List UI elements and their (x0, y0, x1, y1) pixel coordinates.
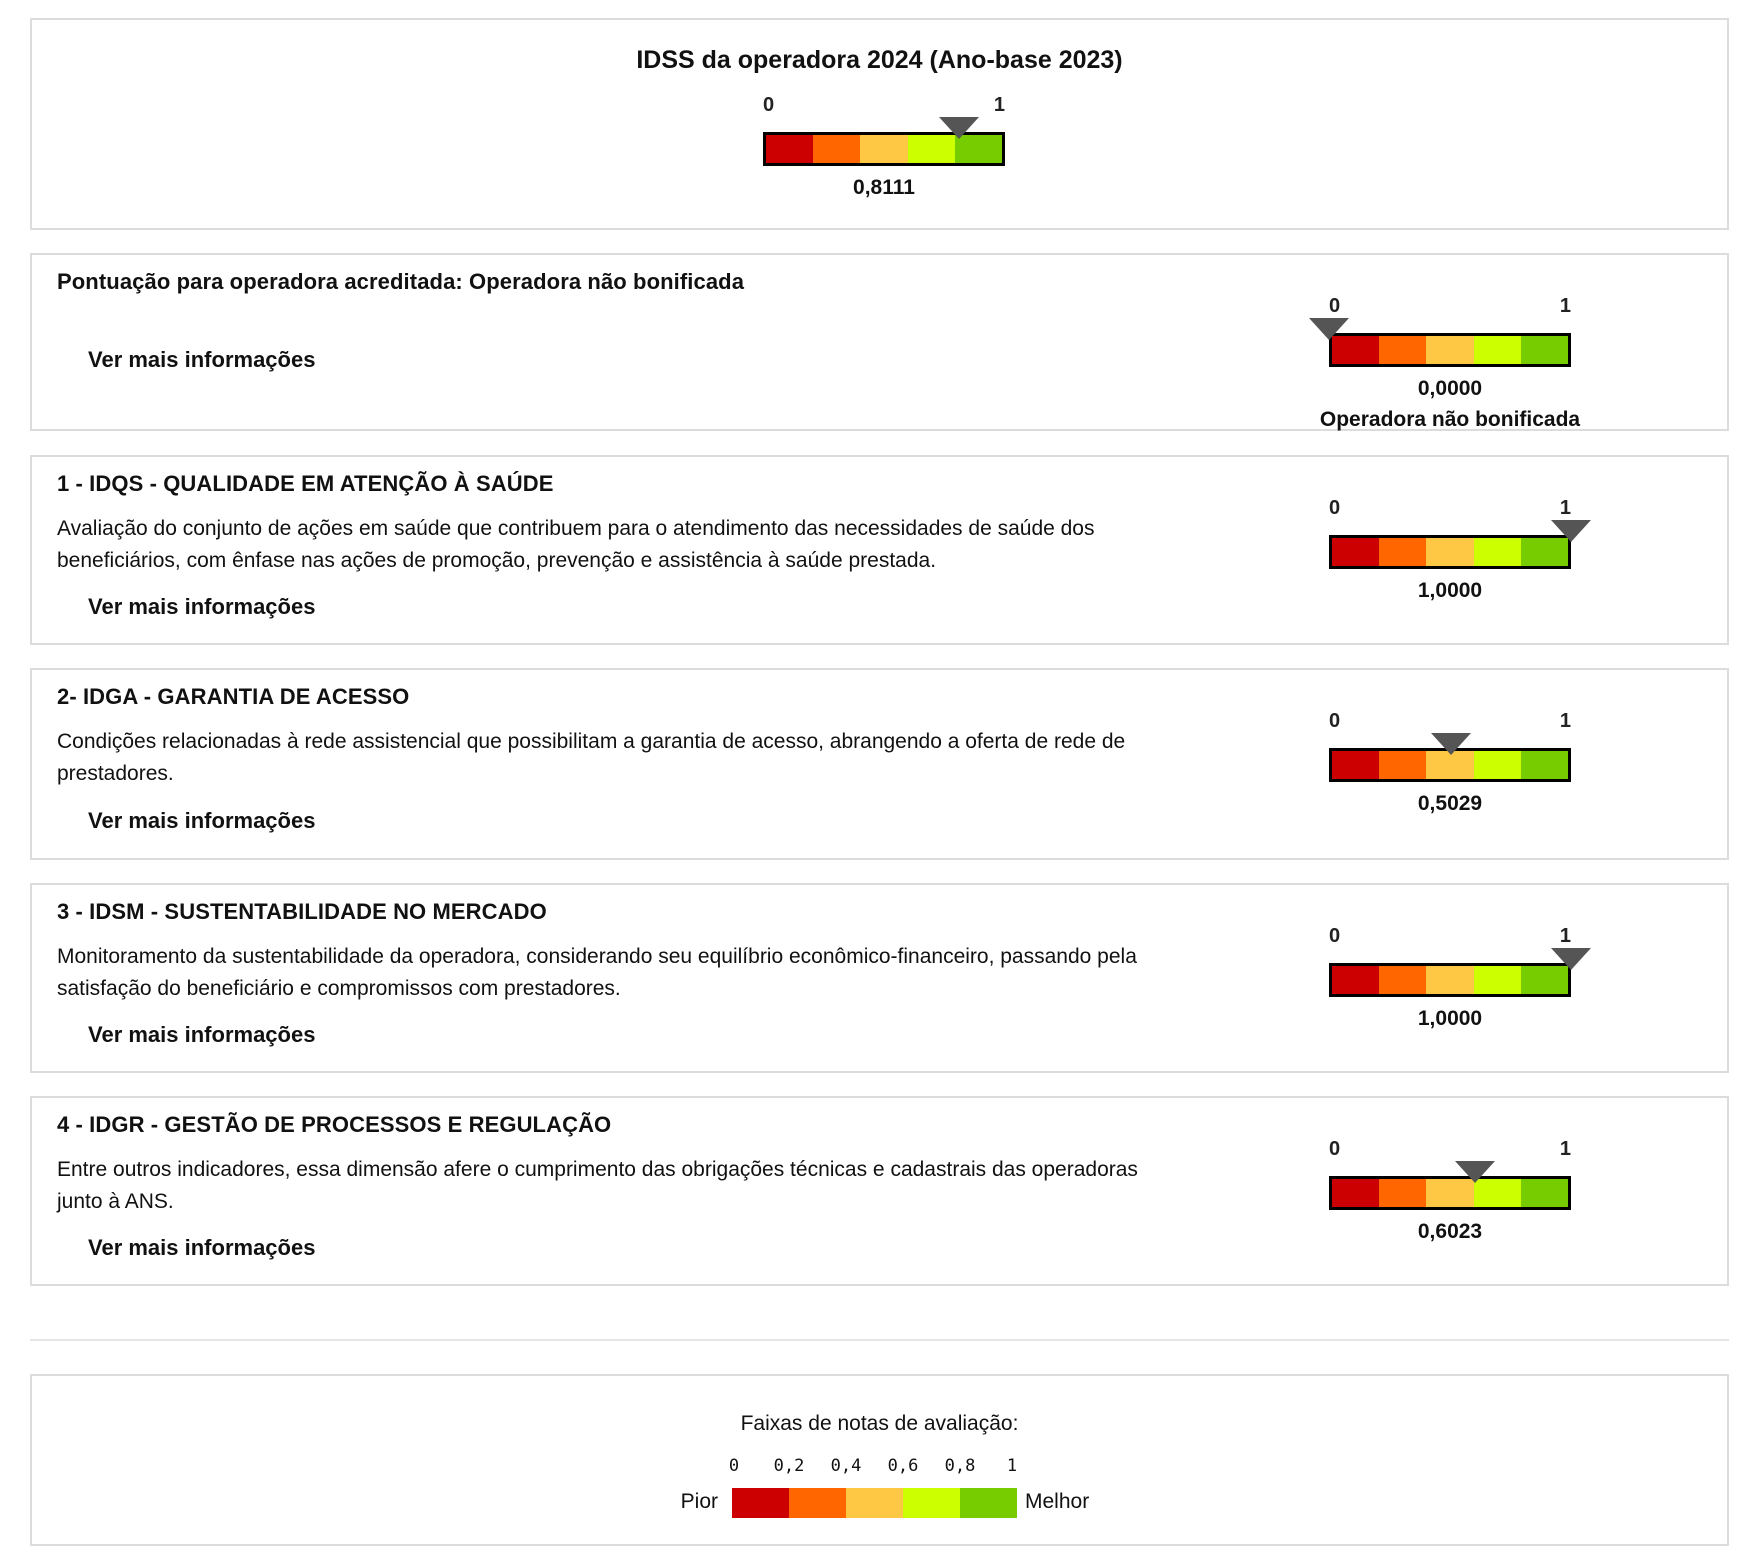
gauge-bar (1329, 333, 1571, 367)
gauge-min-label: 0 (1329, 295, 1341, 317)
gauge-max-label: 1 (993, 94, 1005, 116)
gauge-max-label: 1 (1559, 295, 1571, 317)
gauge-bar (1329, 535, 1571, 569)
legend-band (960, 1488, 1017, 1518)
dimension-title: 1 - IDQS - QUALIDADE EM ATENÇÃO À SAÚDE (57, 471, 554, 496)
gauge-marker-icon (1431, 733, 1471, 755)
dimension-title: 2- IDGA - GARANTIA DE ACESSO (57, 684, 410, 709)
gauge-marker-icon (1551, 520, 1591, 542)
legend-title: Faixas de notas de avaliação: (740, 1412, 1019, 1435)
dimension-card-idga (30, 668, 1729, 860)
gauge-value: 0,5029 (1417, 792, 1483, 815)
legend-worst-label: Pior (680, 1490, 718, 1513)
dimension-gauge (1329, 710, 1571, 822)
gauge-bar (1329, 1176, 1571, 1210)
legend-tick: 0,6 (887, 1456, 919, 1476)
overall-gauge (763, 94, 1005, 206)
dimension-card-idqs (30, 455, 1729, 645)
dimension-description: Entre outros indicadores, essa dimensão afere o cumprimento das obrigações técnicas e cadastrais das operadoras junto à ANS. (57, 1158, 1138, 1213)
dimension-gauge (1329, 1138, 1571, 1250)
legend-scale (32, 1456, 1727, 1526)
gauge-value: 0,0000 (1417, 377, 1483, 400)
gauge-min-label: 0 (763, 94, 775, 116)
gauge-min-label: 0 (1329, 1138, 1341, 1160)
legend-ticks (728, 1456, 1018, 1480)
dimension-title: 4 - IDGR - GESTÃO DE PROCESSOS E REGULAÇÃO (57, 1112, 612, 1137)
gauge-max-label: 1 (1559, 497, 1571, 519)
gauge-value: 1,0000 (1417, 579, 1483, 602)
legend-tick: 0,2 (773, 1456, 805, 1476)
rating-legend-panel (30, 1374, 1729, 1546)
gauge-marker-icon (1309, 318, 1349, 340)
gauge-status: Operadora não bonificada (1319, 408, 1581, 431)
gauge-value: 1,0000 (1417, 1007, 1483, 1030)
more-info-link[interactable]: Ver mais informações (88, 1235, 316, 1260)
gauge-max-label: 1 (1559, 1138, 1571, 1160)
legend-tick: 0,8 (944, 1456, 976, 1476)
dimension-title: 3 - IDSM - SUSTENTABILIDADE NO MERCADO (57, 899, 547, 924)
legend-tick: 0 (728, 1456, 740, 1476)
gauge-bar (1329, 963, 1571, 997)
accredited-gauge (1319, 295, 1581, 431)
gauge-max-label: 1 (1559, 710, 1571, 732)
gauge-marker-icon (939, 117, 979, 139)
accredited-title: Pontuação para operadora acreditada: Operadora não bonificada (57, 269, 745, 294)
gauge-min-label: 0 (1329, 710, 1341, 732)
legend-band (789, 1488, 846, 1518)
more-info-link[interactable]: Ver mais informações (88, 347, 316, 372)
accredited-panel (30, 253, 1729, 431)
legend-band (846, 1488, 903, 1518)
dimension-description: Monitoramento da sustentabilidade da operadora, considerando seu equilíbrio econômico-financeiro, passando pela satisfação do beneficiário e compromissos com prestadores. (57, 945, 1137, 1000)
dimension-card-idsm (30, 883, 1729, 1073)
legend-tick: 1 (1006, 1456, 1018, 1476)
gauge-value: 0,6023 (1417, 1220, 1483, 1243)
more-info-link[interactable]: Ver mais informações (88, 1022, 316, 1047)
gauge-min-label: 0 (1329, 497, 1341, 519)
dimension-card-idgr (30, 1096, 1729, 1286)
legend-band (732, 1488, 789, 1518)
dimension-gauge (1329, 497, 1571, 609)
legend-tick: 0,4 (830, 1456, 862, 1476)
gauge-marker-icon (1551, 948, 1591, 970)
legend-color-bar (732, 1488, 1017, 1518)
dimension-description: Condições relacionadas à rede assistencial que possibilitam a garantia de acesso, abrangendo a oferta de rede de prestadores. (57, 730, 1126, 785)
section-divider (30, 1339, 1729, 1341)
legend-band (903, 1488, 960, 1518)
dimension-description: Avaliação do conjunto de ações em saúde que contribuem para o atendimento das necessidades de saúde dos beneficiários, com ênfase nas ações de promoção, prevenção e assistência à saúde prestada. (57, 517, 1095, 572)
gauge-value: 0,8111 (853, 176, 915, 199)
dimension-gauge (1329, 925, 1571, 1037)
gauge-marker-icon (1455, 1161, 1495, 1183)
more-info-link[interactable]: Ver mais informações (88, 594, 316, 619)
gauge-min-label: 0 (1329, 925, 1341, 947)
gauge-max-label: 1 (1559, 925, 1571, 947)
page-title: IDSS da operadora 2024 (Ano-base 2023) (636, 46, 1123, 74)
more-info-link[interactable]: Ver mais informações (88, 808, 316, 833)
legend-best-label: Melhor (1025, 1490, 1090, 1513)
overall-score-panel (30, 18, 1729, 230)
